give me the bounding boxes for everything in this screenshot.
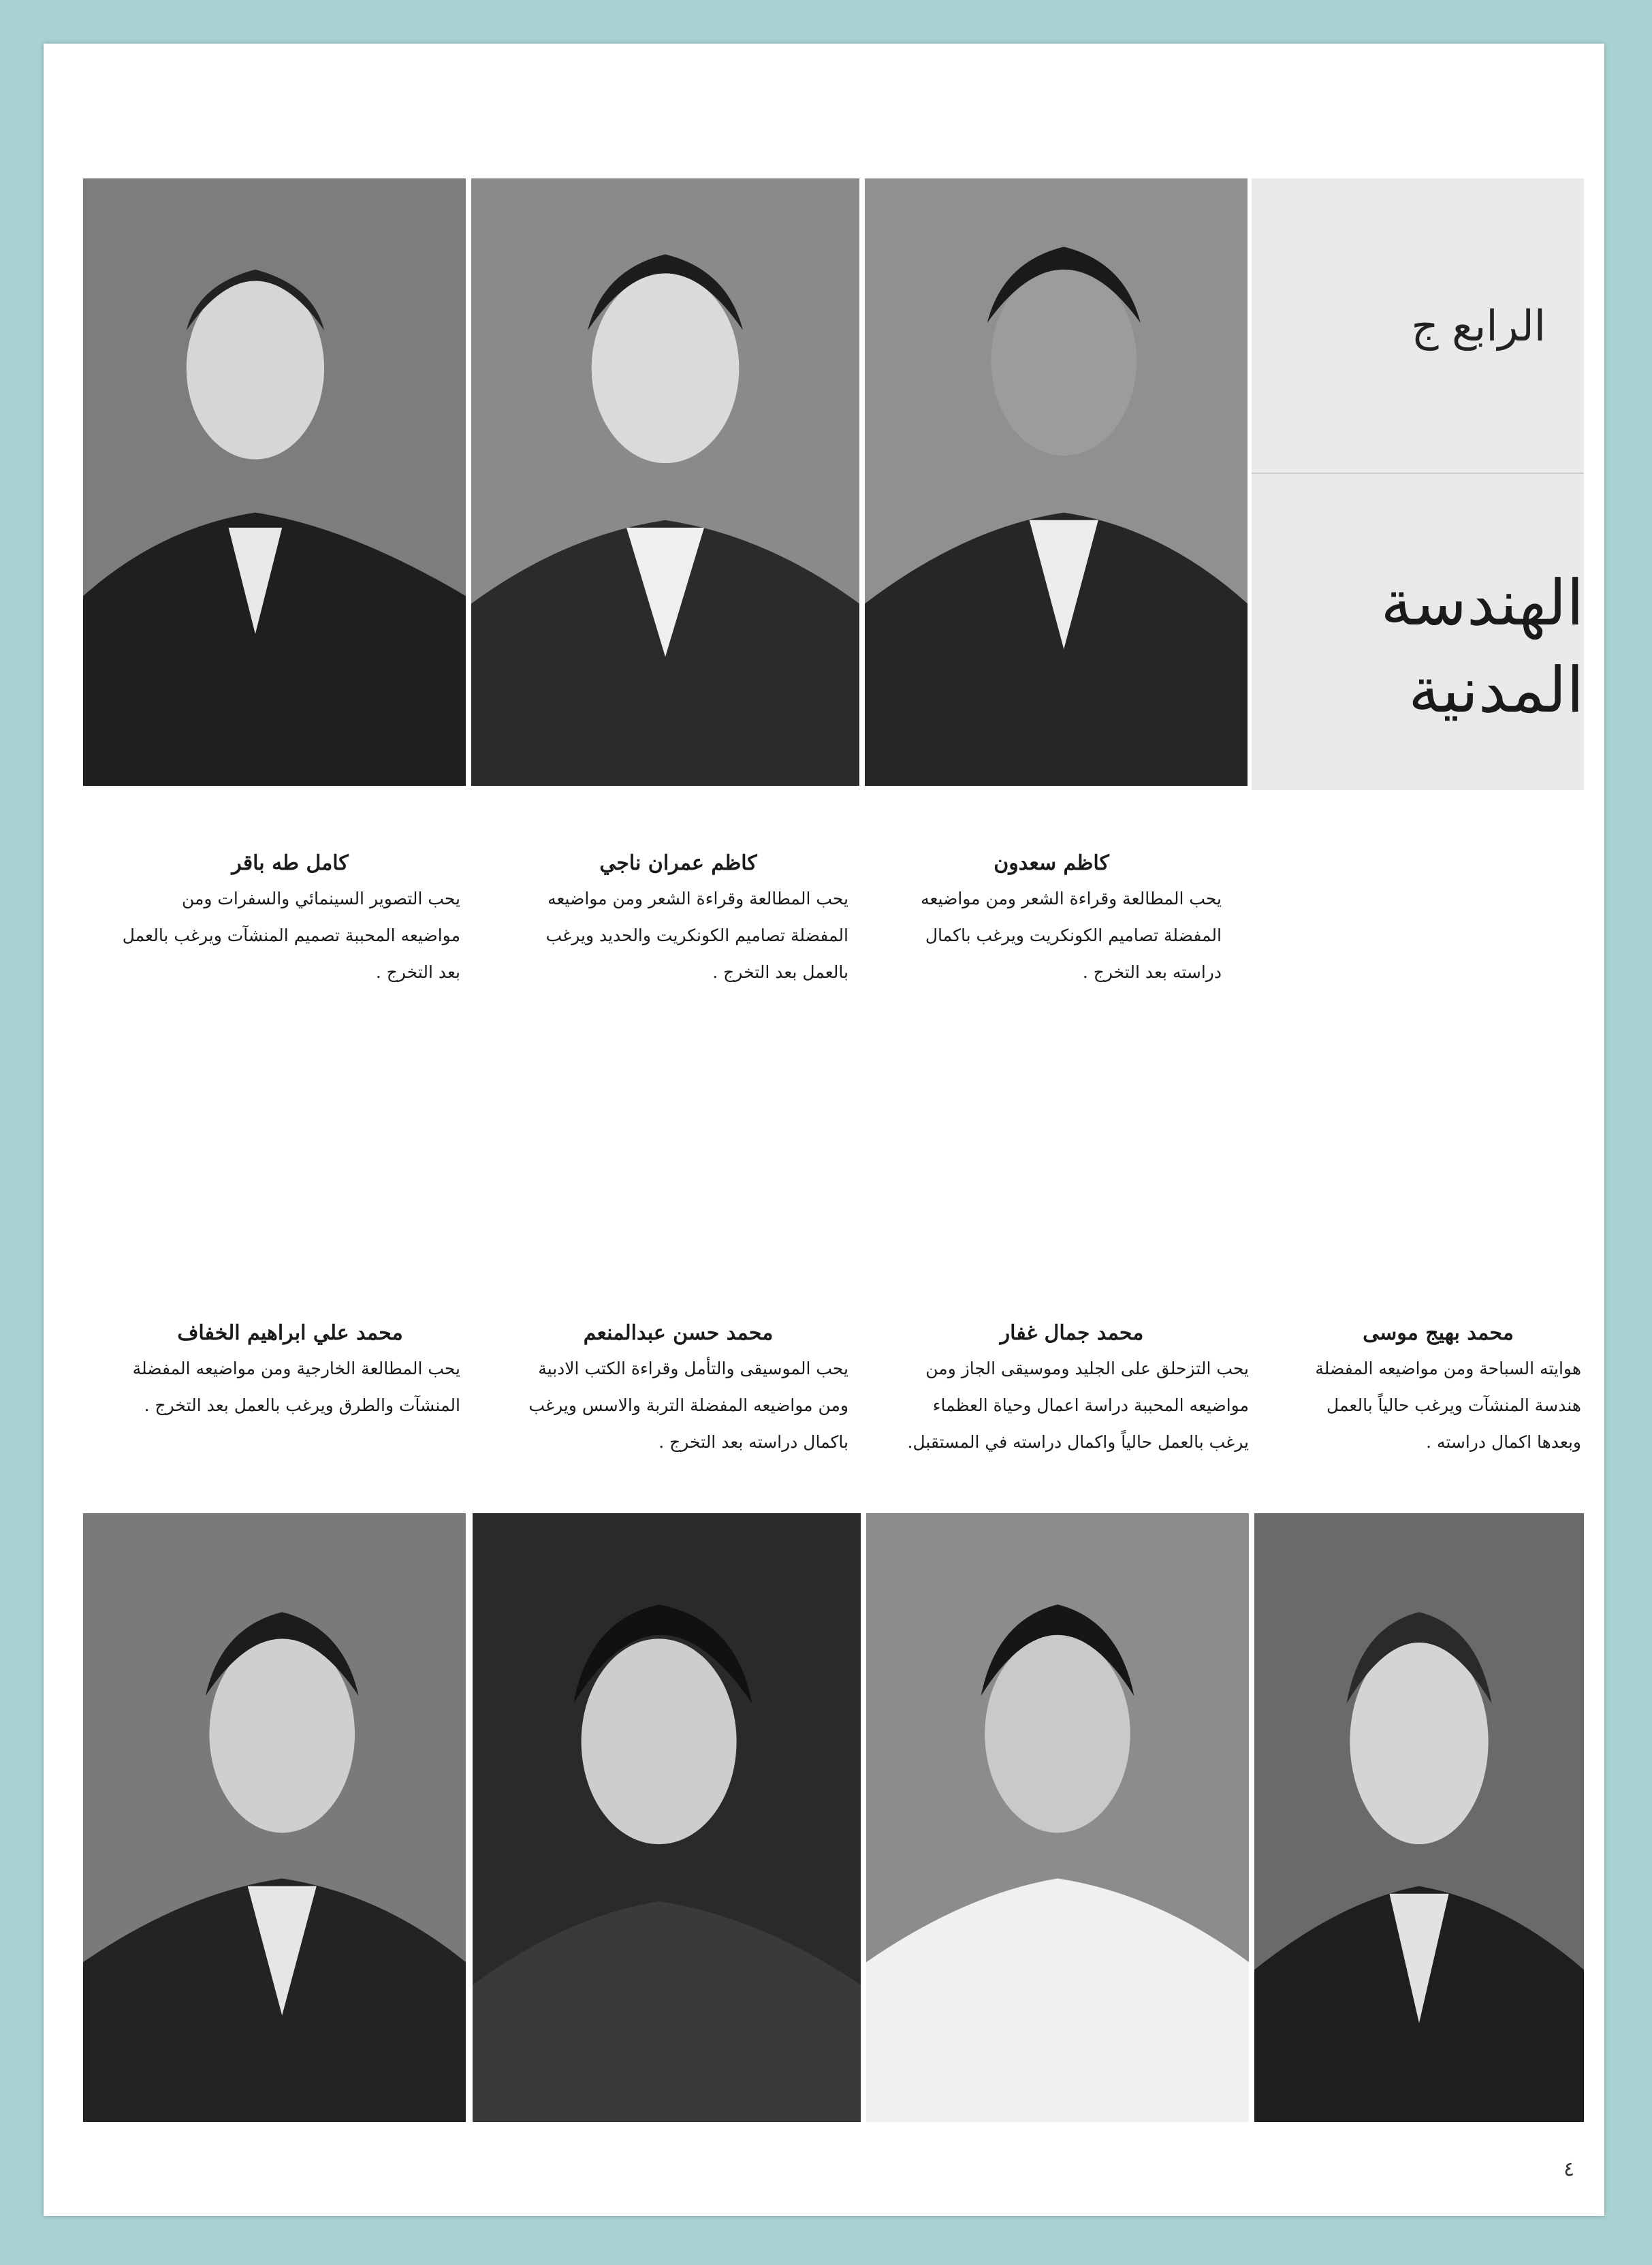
caption-mohammed-ali: [120, 1321, 460, 1424]
portrait-photo-kadhim-omran: [471, 178, 859, 786]
student-name: كاظم عمران ناجي: [599, 851, 757, 875]
student-name: كامل طه باقر: [232, 851, 349, 875]
portrait-photo-mohammed-jamal: [866, 1513, 1249, 2122]
student-name: محمد جمال غفار: [1000, 1321, 1144, 1345]
student-description: يحب المطالعة وقراءة الشعر ومن مواضيعه المفضلة تصاميم الكونكريت ويرغب باكمال دراسته بعد التخرج .: [921, 889, 1222, 982]
caption-mohammed-hassan: [508, 1321, 848, 1461]
portrait-photo-mohammed-hassan: [473, 1513, 861, 2122]
department-title: [1381, 560, 1584, 734]
student-description: يحب التصوير السينمائي والسفرات ومن مواضيعه المحببة تصميم المنشآت ويرغب بالعمل بعد التخرج .: [122, 889, 460, 982]
portrait-photo-kadhim-saadoun: [865, 178, 1248, 786]
department-line-2: المدنية: [1408, 654, 1584, 727]
yearbook-page: [44, 44, 1604, 2216]
student-description: يحب الموسيقى والتأمل وقراءة الكتب الادبية ومن مواضيعه المفضلة التربة والاسس ويرغب باكمال دراسته بعد التخرج .: [528, 1359, 848, 1452]
class-title-panel: [1252, 178, 1584, 790]
student-description: يحب التزحلق على الجليد وموسيقى الجاز ومن مواضيعه المحببة دراسة اعمال وحياة العظماء يرغب بالعمل حالياً واكمال دراسته في المستقبل.: [907, 1359, 1249, 1452]
portrait-photo-mohammed-bahij: [1254, 1513, 1584, 2122]
student-name: محمد بهيج موسى: [1363, 1321, 1514, 1345]
department-line-1: الهندسة: [1380, 567, 1584, 639]
class-label: الرابع ج: [1411, 301, 1546, 351]
student-name: محمد علي ابراهيم الخفاف: [177, 1321, 403, 1345]
caption-mohammed-bahij: [1295, 1321, 1581, 1461]
caption-kamil: [120, 851, 460, 991]
page-number: ٤: [1563, 2157, 1575, 2181]
student-name: كاظم سعدون: [994, 851, 1109, 875]
student-description: يحب المطالعة الخارجية ومن مواضيعه المفضلة المنشآت والطرق ويرغب بالعمل بعد التخرج .: [132, 1359, 460, 1415]
portrait-photo-kamil: [83, 178, 466, 786]
student-name: محمد حسن عبدالمنعم: [583, 1321, 774, 1345]
caption-mohammed-jamal: [895, 1321, 1249, 1461]
caption-kadhim-omran: [508, 851, 848, 991]
caption-kadhim-saadoun: [881, 851, 1222, 991]
portrait-photo-mohammed-ali: [83, 1513, 466, 2122]
student-description: يحب المطالعة وقراءة الشعر ومن مواضيعه المفضلة تصاميم الكونكريت والحديد ويرغب بالعمل بعد التخرج .: [545, 889, 848, 982]
class-label-box: [1252, 178, 1584, 474]
student-description: هوايته السباحة ومن مواضيعه المفضلة هندسة المنشآت ويرغب حالياً بالعمل وبعدها اكمال دراسته .: [1315, 1359, 1581, 1452]
